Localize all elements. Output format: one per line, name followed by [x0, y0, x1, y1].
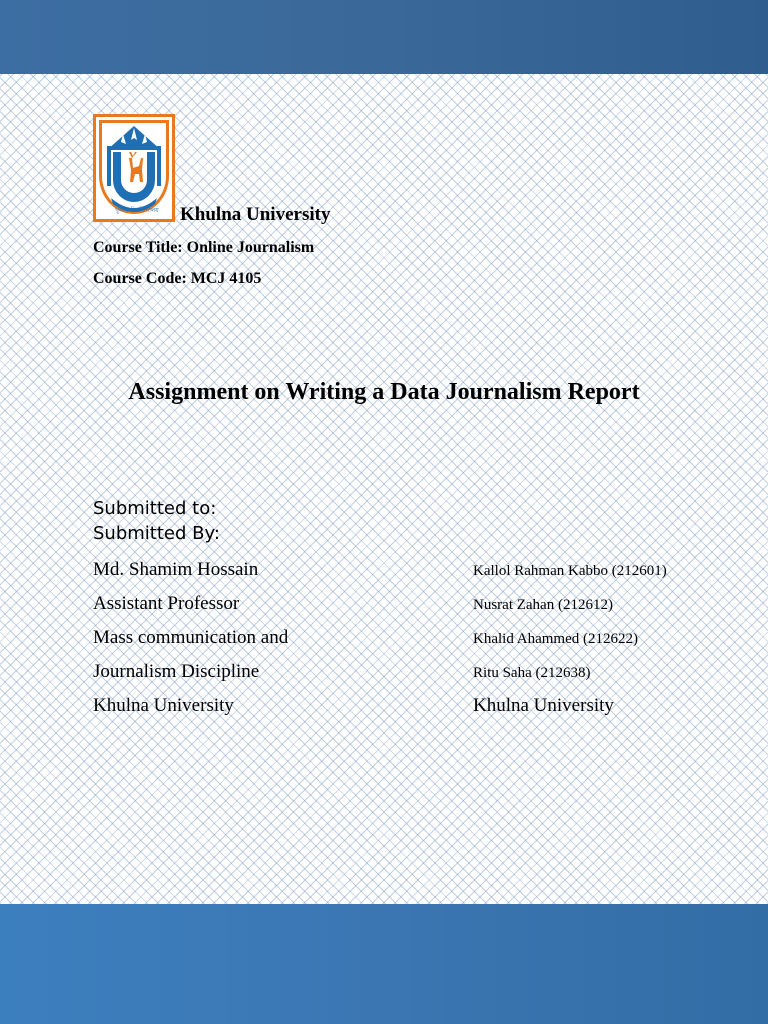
svg-text:খুলনা বিশ্ববিদ্যালয়: খুলনা বিশ্ববিদ্যালয়: [115, 207, 159, 214]
submitted-to-label: Submitted to:: [93, 498, 217, 519]
supervisor-department-line1: Mass communication and: [93, 627, 289, 648]
supervisor-designation: Assistant Professor: [93, 593, 240, 614]
top-color-band: [0, 0, 768, 74]
course-title: Course Title: Online Journalism: [93, 239, 315, 256]
submitted-by-label: Submitted By:: [93, 523, 220, 544]
student-4: Ritu Saha (212638): [473, 665, 591, 681]
university-name: Khulna University: [180, 204, 331, 225]
students-university: Khulna University: [473, 695, 614, 716]
student-1: Kallol Rahman Kabbo (212601): [473, 563, 667, 579]
student-3: Khalid Ahammed (212622): [473, 631, 638, 647]
bottom-color-band: [0, 904, 768, 1024]
supervisor-name: Md. Shamim Hossain: [93, 559, 259, 580]
supervisor-university: Khulna University: [93, 695, 234, 716]
student-2: Nusrat Zahan (212612): [473, 597, 613, 613]
assignment-title: Assignment on Writing a Data Journalism Report: [128, 379, 640, 405]
khulna-university-logo-icon: [93, 114, 175, 222]
course-code: Course Code: MCJ 4105: [93, 270, 262, 287]
supervisor-department-line2: Journalism Discipline: [93, 661, 260, 682]
